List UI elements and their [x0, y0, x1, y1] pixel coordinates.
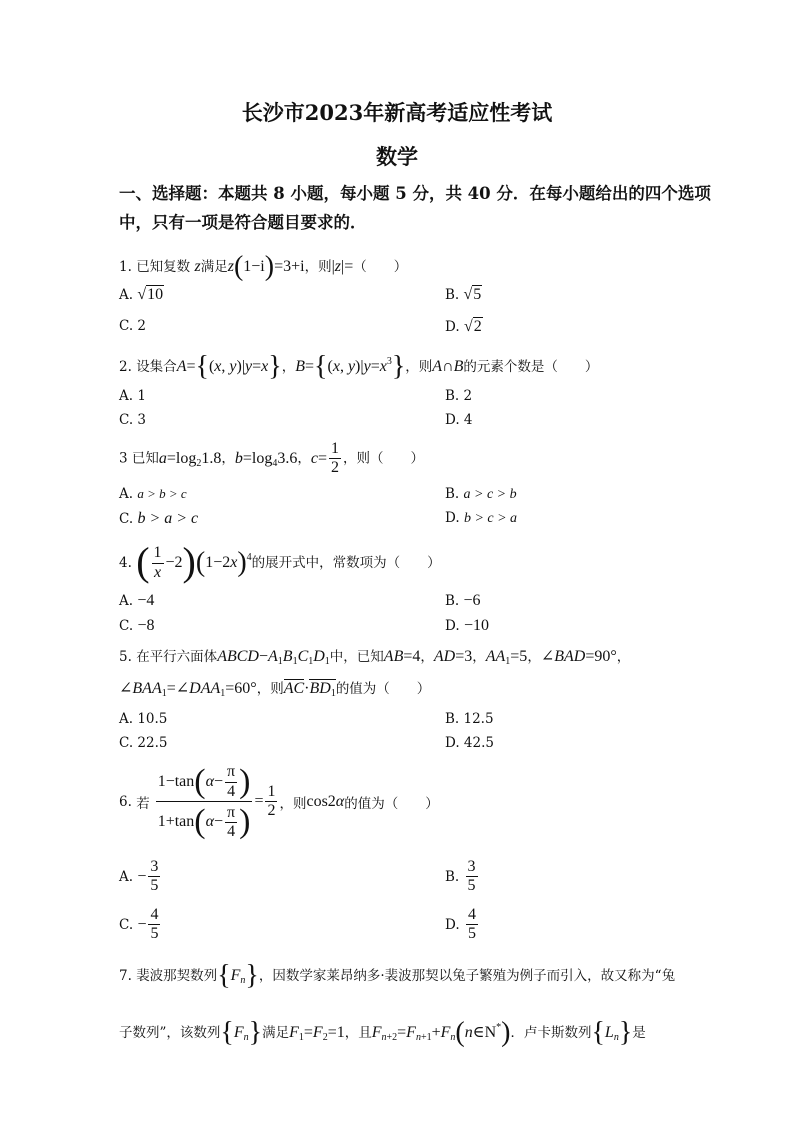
question-text: 是	[632, 1025, 646, 1041]
math-expr: −	[137, 915, 147, 933]
q4-option-a	[119, 592, 154, 610]
question-text: 设集合	[136, 359, 177, 375]
math-expr: $AA_1=5$	[485, 648, 528, 667]
question-text: 中，已知	[329, 649, 384, 665]
question-text: ，	[527, 649, 541, 665]
math-expr: A∩B	[432, 358, 464, 375]
option-label: D.	[445, 510, 460, 526]
option-value: −10	[463, 617, 489, 634]
q1-option-d	[445, 318, 483, 336]
question-4	[119, 538, 441, 585]
math-expr: $\{L_n\}$	[591, 1017, 633, 1048]
question-1	[119, 251, 407, 283]
q2-option-d: D. 4	[445, 412, 473, 428]
question-text: ，因数学家莱昂纳多·裴波那契以兔子繁殖为例子而引入，故又称为“兔	[258, 968, 676, 984]
question-number: 4.	[119, 555, 132, 571]
option-value: 5	[473, 286, 482, 303]
q4-option-c	[119, 617, 154, 635]
question-text: ，	[472, 649, 486, 665]
question-text: 已知	[131, 450, 159, 467]
q2-option-a: A. 1	[119, 388, 146, 404]
q5-option-c: C. 22.5	[119, 735, 168, 751]
math-expr: AB=4	[383, 648, 421, 665]
q6-option-a	[119, 858, 162, 896]
math-expr: $b=\log_43.6$	[234, 449, 298, 469]
question-text: ，则	[256, 681, 284, 697]
q6-option-b	[445, 858, 480, 896]
question-text: ，则	[304, 259, 332, 275]
q5-option-a: A. 10.5	[119, 711, 168, 727]
question-text: ，	[420, 649, 434, 665]
question-number: 1.	[119, 259, 132, 275]
option-label: B.	[445, 287, 460, 303]
question-number: 3	[119, 450, 128, 467]
question-5	[119, 645, 630, 667]
section-heading-line1: 一、选择题：本题共 8 小题，每小题 5 分，共 40 分．在每小题给出的四个选项	[119, 184, 711, 203]
question-3	[119, 440, 424, 478]
math-expr: z(1−i)=3+i	[227, 251, 305, 282]
question-5-line2	[119, 677, 430, 699]
question-number: 6.	[119, 793, 132, 810]
option-value: −4	[137, 592, 155, 609]
math-expr: cos2α	[306, 792, 345, 810]
math-expr: c= $\frac{1}{2}$	[310, 440, 339, 477]
math-expr: √10	[137, 286, 164, 303]
math-expr: $\{F_n\}$	[220, 1017, 263, 1048]
q3-option-b	[445, 486, 517, 503]
option-value: a > c > b	[463, 487, 517, 502]
option-value: b > a > c	[137, 510, 199, 527]
section-heading-line2: 中，只有一项是符合题目要求的．	[119, 213, 367, 232]
option-value: −6	[463, 592, 481, 609]
option-label: D.	[445, 916, 460, 933]
question-number: 5.	[119, 649, 132, 665]
q5-option-d: D. 42.5	[445, 735, 494, 751]
math-expr: $F_{n+2}=F_{n+1}+F_n(n\in N^*)$	[371, 1017, 511, 1048]
q1-option-a	[119, 286, 164, 304]
option-label: C.	[119, 916, 134, 933]
question-text: ，则（ ）	[342, 450, 424, 467]
question-text: 在平行六面体	[136, 649, 218, 665]
question-text: 的值为（ ）	[335, 681, 431, 697]
option-value: $\frac{3}{5}$	[150, 858, 159, 895]
math-expr: $-A_1B_1C_1D_1$	[258, 648, 330, 667]
option-value: a > b > c	[137, 486, 187, 501]
question-text: 若	[136, 795, 150, 812]
math-var: z	[194, 258, 201, 275]
q4-option-d	[445, 617, 489, 635]
q2-option-c: C. 3	[119, 412, 147, 428]
question-text: 的展开式中，常数项为（ ）	[251, 555, 441, 571]
question-text: 子数列”，该数列	[119, 1025, 221, 1041]
math-expr: = $\frac{1}{2}$	[254, 782, 276, 820]
question-number: 7.	[119, 968, 132, 984]
q6-option-d	[445, 906, 480, 944]
question-text: ，	[297, 450, 311, 467]
option-label: C.	[119, 511, 134, 527]
option-value: 2	[473, 318, 482, 335]
option-label: A.	[119, 486, 134, 502]
math-expr: ABCD	[217, 648, 259, 665]
math-expr: ( $\frac{1}{x}$ $-2)(1-2x)^4$	[136, 539, 252, 584]
question-text: ，	[221, 450, 235, 467]
math-expr: $F_1=F_2=1$	[289, 1024, 345, 1043]
option-label: B.	[445, 593, 460, 609]
q1-option-c: C. 2	[119, 318, 147, 334]
q5-option-b: B. 12.5	[445, 711, 494, 727]
question-2	[119, 351, 598, 383]
option-label: B.	[445, 868, 460, 885]
question-text: 满足	[262, 1025, 290, 1041]
question-number: 2.	[119, 359, 132, 375]
q6-option-c	[119, 906, 162, 944]
q3-option-c	[119, 510, 198, 528]
math-expr: ∠BAD=90°	[540, 648, 617, 665]
q1-option-b	[445, 286, 482, 304]
option-label: A.	[119, 868, 134, 885]
question-7	[119, 960, 675, 992]
q2-option-b: B. 2	[445, 388, 473, 404]
exam-title: 长沙市2023年新高考适应性考试	[241, 100, 553, 125]
option-value: 10	[147, 286, 164, 303]
question-text: （ ）	[353, 259, 408, 275]
math-expr: −	[137, 867, 147, 885]
question-text: 裴波那契数列	[136, 968, 218, 984]
option-value: −8	[137, 617, 155, 634]
question-text: 已知复数	[136, 259, 191, 275]
subject-title: 数学	[376, 144, 418, 169]
math-expr: $\angle BAA_1=\angle DAA_1=60^\circ$	[119, 680, 257, 699]
question-text: ．卢卡斯数列	[510, 1025, 592, 1041]
option-label: B.	[445, 486, 460, 502]
q4-option-b	[445, 592, 481, 610]
math-expr: √5	[463, 286, 482, 303]
math-expr: B={(x, $y)|y=x^3$}	[295, 351, 406, 382]
math-expr: |z|=	[331, 258, 354, 275]
question-text: 的元素个数是（ ）	[463, 359, 599, 375]
math-expr: $AC\cdot BD_1$	[283, 680, 336, 699]
question-text: 满足	[200, 259, 228, 275]
math-expr: A={(x, y)|y=x}	[176, 351, 282, 382]
question-text: ，	[616, 649, 631, 665]
option-label: A.	[119, 593, 134, 609]
option-label: C.	[119, 618, 134, 634]
q3-option-d	[445, 510, 517, 527]
math-expr: AD=3	[433, 648, 473, 665]
question-text: 的值为（ ）	[344, 795, 439, 812]
question-7-line2	[119, 1017, 646, 1049]
option-label: A.	[119, 287, 134, 303]
math-expr: √2	[463, 318, 482, 335]
question-text: ，则	[405, 359, 433, 375]
option-label: D.	[445, 319, 460, 335]
option-label: D.	[445, 618, 460, 634]
option-value: $\frac{4}{5}$	[150, 906, 159, 943]
math-expr: 1−tan(α− $\frac{\pi}{4}$ ) 1+tan(α− $\frac{\pi}{4}$ )	[157, 763, 251, 841]
option-value: $\frac{4}{5}$	[467, 906, 476, 943]
question-text: ，	[281, 359, 296, 375]
option-value: $\frac{3}{5}$	[467, 858, 476, 895]
question-6	[119, 762, 439, 841]
question-text: ，且	[344, 1025, 372, 1041]
math-expr: $a=\log_21.8$	[158, 449, 222, 469]
q3-option-a	[119, 486, 187, 502]
option-value: b > c > a	[463, 511, 518, 526]
question-text: ，则	[279, 795, 307, 812]
math-expr: $\{F_n\}$	[217, 960, 259, 991]
